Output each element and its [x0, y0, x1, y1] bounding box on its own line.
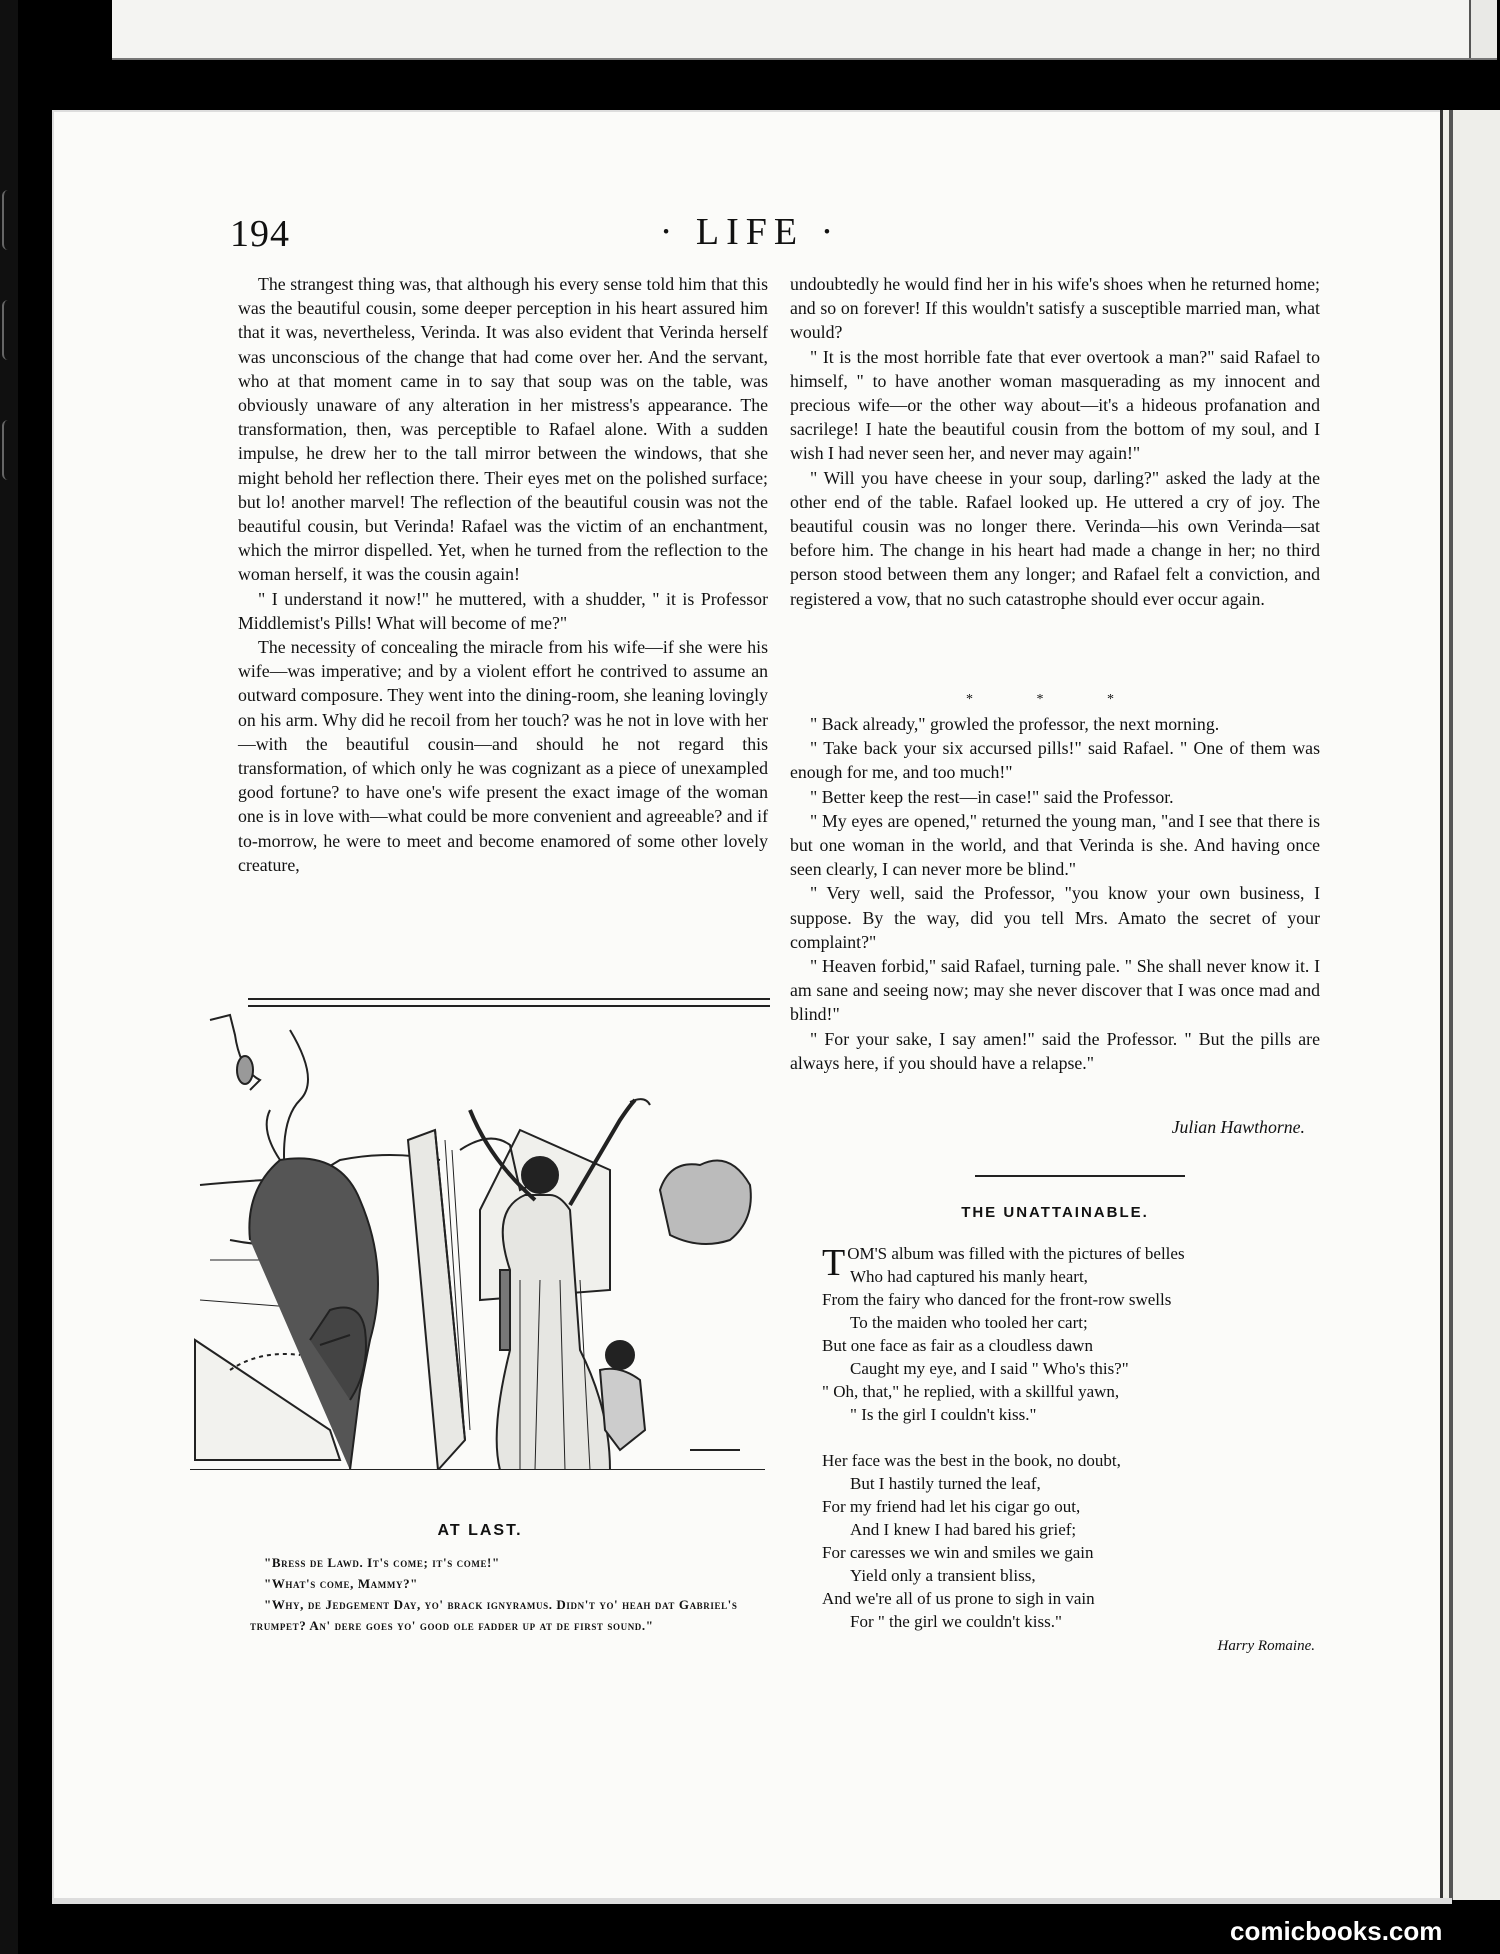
paragraph: The necessity of concealing the miracle from his wife—if she were his wife—was imperative; and by a violent effort he contrived to assume an outward composure. They went into the dining-room, she leaning lovingly on his arm. Why did he recoil from her touch? was he not in love with her—with the beautiful cousin—and should he not regard this transformation, of which only he was cognizant as a piece of unexampled good fortune? to have one's wife present the exact image of the woman one is in love with—what could be more convenient and agreeable? and if to-morrow, he were to meet and become enamored of some other lovely creature, — [238, 637, 768, 875]
poem-line: Caught my eye, and I said " Who's this?" — [850, 1359, 1129, 1378]
story-column-right-top — [790, 272, 1320, 611]
paragraph: " Very well, said the Professor, "you know your own business, I suppose. By the way, did you tell Mrs. Amato the secret of your complaint?" — [790, 883, 1320, 952]
bottom-page-edge — [52, 1898, 1452, 1904]
caption-line: "Bress de Lawd. It's come; it's come!" — [264, 1555, 500, 1570]
poem-line: Her face was the best in the book, no doubt, — [822, 1451, 1121, 1470]
cartoon-title: AT LAST. — [437, 1522, 523, 1539]
poem — [822, 1242, 1322, 1656]
poem-line: For " the girl we couldn't kiss." — [850, 1612, 1062, 1631]
cartoon-caption — [250, 1552, 780, 1636]
paragraph: " Take back your six accursed pills!" said Rafael. " One of them was enough for me, and too much!" — [790, 738, 1320, 783]
story-column-left — [238, 272, 768, 877]
paragraph: The strangest thing was, that although his every sense told him that this was the beautiful cousin, some deeper perception in his heart assured him that it was, nevertheless, Verinda. It was also evident that Verinda herself was unconscious of the change that had come over her. And the servant, who at that moment came in to say that soup was on the table, was obviously unaware of any alteration in her mistress's appearance. The transformation, then, was perceptible to Rafael alone. With a sudden impulse, he drew her to the tall mirror between the windows, that she might behold her reflection there. Their eyes met on the polished surface; but lo! another marvel! The reflection of the beautiful cousin was not the beautiful cousin, but Verinda! Rafael was the victim of an enchantment, which the mirror dispelled. Yet, when he turned from the reflection to the woman herself, it was the cousin again! — [238, 274, 768, 585]
site-watermark: comicbooks.com — [1230, 1916, 1443, 1946]
poem-line: But one face as fair as a cloudless dawn — [822, 1336, 1093, 1355]
paragraph: undoubtedly he would find her in his wife's shoes when he returned home; and so on forever! If this wouldn't satisfy a susceptible married man, what would? — [790, 274, 1320, 343]
masthead-title: · LIFE · — [659, 211, 841, 253]
poem-line: Yield only a transient bliss, — [850, 1566, 1036, 1585]
poem-line: For my friend had let his cigar go out, — [822, 1497, 1081, 1516]
poem-line: But I hastily turned the leaf, — [850, 1474, 1041, 1493]
page-binding-line — [1449, 110, 1453, 1900]
paragraph: " For your sake, I say amen!" said the Professor. " But the pills are always here, if you should have a relapse." — [790, 1028, 1320, 1073]
left-page-edge — [0, 0, 18, 1954]
poem-line: To the maiden who tooled her cart; — [850, 1313, 1088, 1332]
poem-line: OM'S album was filled with the pictures of belles — [847, 1244, 1185, 1263]
poem-line: " Is the girl I couldn't kiss." — [850, 1405, 1037, 1424]
previous-page-edge — [1469, 0, 1497, 58]
caption-line: "Why, de Jedgement Day, yo' brack ignyramus. Didn't yo' heah dat Gabriel's trumpet? An' dere goes yo' good ole fadder up at de first sound." — [250, 1597, 738, 1633]
poem-line: And we're all of us prone to sigh in vain — [822, 1589, 1095, 1608]
paragraph: " My eyes are opened," returned the young man, "and I see that there is but one woman in the world, and that Verinda is she. And having once seen clearly, I can never more be blind." — [790, 810, 1320, 880]
page-number: 194 — [230, 213, 290, 255]
story-author: Julian Hawthorne. — [1171, 1117, 1305, 1137]
poem-line: Who had captured his manly heart, — [850, 1267, 1088, 1286]
poem-stanza — [822, 1242, 1322, 1426]
poem-line: From the fairy who danced for the front-row swells — [822, 1290, 1172, 1309]
double-rule — [248, 998, 770, 1007]
poem-line: " Oh, that," he replied, with a skillful yawn, — [822, 1382, 1120, 1401]
edge-mark — [2, 420, 14, 480]
paragraph: " I understand it now!" he muttered, with a shudder, " it is Professor Middlemist's Pills! What will become of me?" — [238, 588, 768, 633]
poem-title: THE UNATTAINABLE. — [961, 1204, 1149, 1221]
right-page-edge — [1440, 110, 1500, 1900]
paragraph: " Better keep the rest—in case!" said the Professor. — [810, 786, 1174, 807]
poem-line: For caresses we win and smiles we gain — [822, 1543, 1094, 1562]
drop-cap: T — [822, 1242, 846, 1284]
caption-line: "What's come, Mammy?" — [264, 1576, 418, 1591]
paragraph: " Will you have cheese in your soup, darling?" asked the lady at the other end of the table. Rafael looked up. He uttered a cry of joy. The beautiful cousin was no longer there. Verinda—his own Verinda—sat before him. The change in his heart had made a change in her; no third person stood between them any longer; and Rafael felt a conviction, and registered a vow, that no such catastrophe should ever occur again. — [790, 467, 1320, 609]
rule — [975, 1175, 1185, 1177]
cartoon-illustration — [190, 1010, 765, 1470]
poem-line: And I knew I had bared his grief; — [850, 1520, 1077, 1539]
section-break: * * * — [966, 692, 1144, 707]
previous-page-sheet — [112, 0, 1497, 60]
paragraph: " Heaven forbid," said Rafael, turning pale. " She shall never know it. I am sane and seeing now; may she never discover that I was once mad and blind!" — [790, 956, 1320, 1025]
paragraph: " Back already," growled the professor, the next morning. — [810, 714, 1220, 734]
poem-author: Harry Romaine. — [1217, 1638, 1315, 1654]
edge-mark — [2, 300, 14, 360]
poem-stanza — [822, 1449, 1322, 1633]
story-column-right-bottom — [790, 712, 1320, 1075]
paragraph: " It is the most horrible fate that ever overtook a man?" said Rafael to himself, " to have another woman masquerading as my innocent and precious wife—or the other way about—it's a hideous profanation and sacrilege! I hate the beautiful cousin from the bottom of my soul, and I wish I had never seen her, and never may again!" — [790, 346, 1320, 464]
